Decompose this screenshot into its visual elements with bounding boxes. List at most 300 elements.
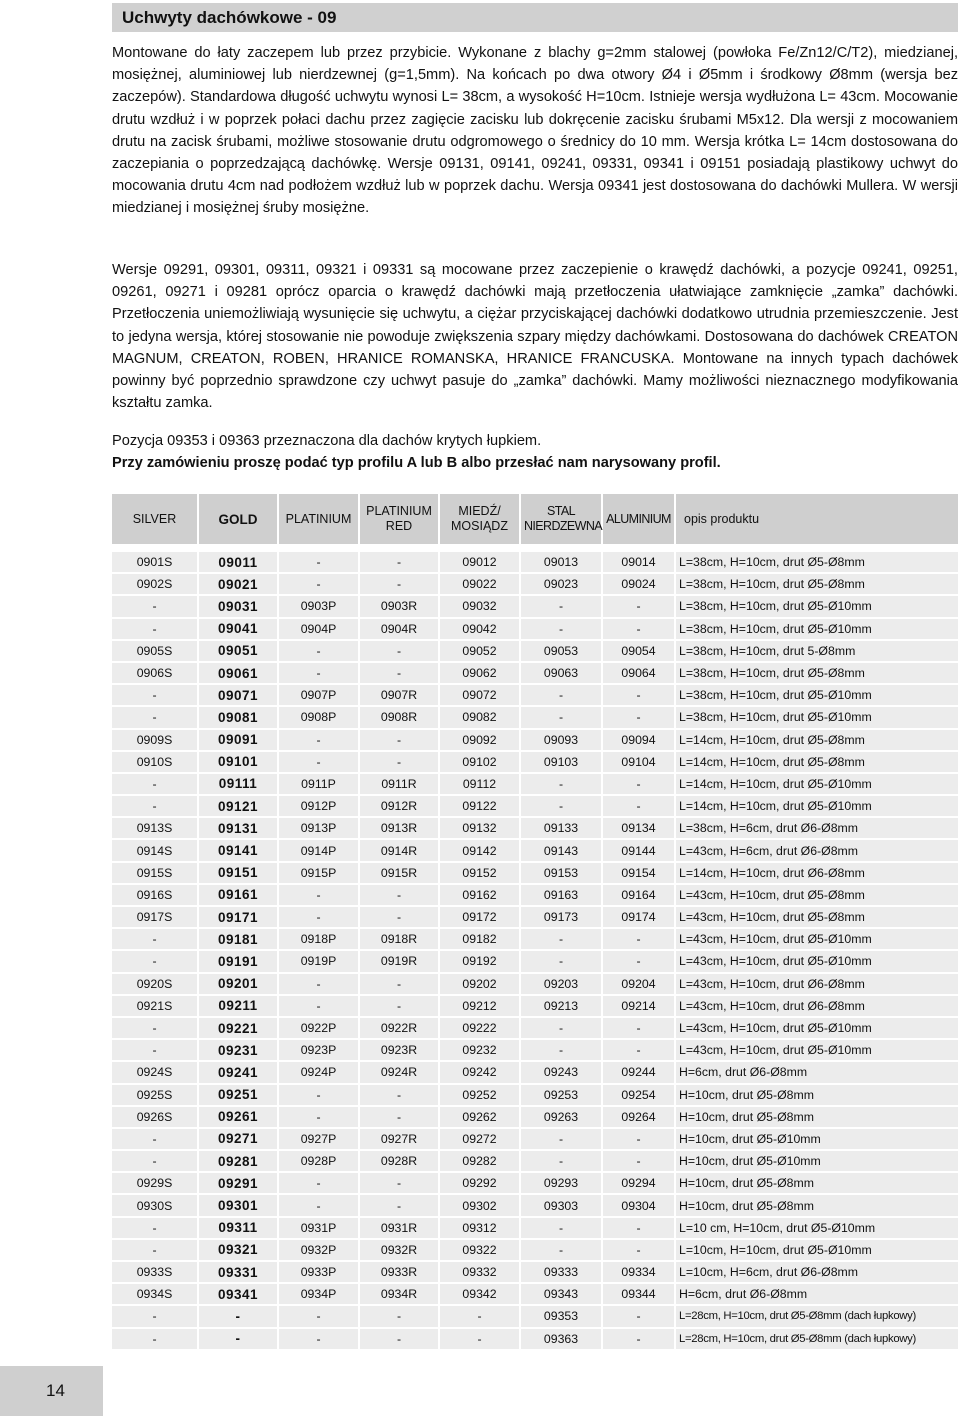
cell-opis: L=43cm, H=10cm, drut Ø5-Ø8mm xyxy=(675,906,958,928)
cell-platinium: - xyxy=(278,1328,359,1350)
cell-stal: - xyxy=(520,1217,602,1239)
cell-stal: 09243 xyxy=(520,1061,602,1083)
cell-silver: 0902S xyxy=(112,573,198,595)
cell-opis: L=43cm, H=10cm, drut Ø5-Ø8mm xyxy=(675,884,958,906)
cell-aluminium: - xyxy=(602,618,675,640)
table-body xyxy=(112,544,958,1350)
cell-silver: 0934S xyxy=(112,1283,198,1305)
cell-silver: 0901S xyxy=(112,552,198,573)
cell-opis: L=43cm, H=6cm, drut Ø6-Ø8mm xyxy=(675,839,958,861)
cell-opis: L=14cm, H=10cm, drut Ø5-Ø10mm xyxy=(675,795,958,817)
table-row xyxy=(112,1084,958,1106)
table-row xyxy=(112,1328,958,1350)
table-row xyxy=(112,1150,958,1172)
cell-opis: H=10cm, drut Ø5-Ø10mm xyxy=(675,1128,958,1150)
cell-silver: 0925S xyxy=(112,1084,198,1106)
cell-platinium: 0913P xyxy=(278,817,359,839)
cell-platinium-red: - xyxy=(359,1084,439,1106)
cell-stal: 09023 xyxy=(520,573,602,595)
cell-opis: L=28cm, H=10cm, drut Ø5-Ø8mm (dach łupkowy) xyxy=(675,1305,958,1327)
table-row xyxy=(112,773,958,795)
cell-stal: 09153 xyxy=(520,862,602,884)
table-row xyxy=(112,1039,958,1061)
header-stal: STAL NIERDZEWNA xyxy=(520,494,602,544)
cell-silver: - xyxy=(112,684,198,706)
cell-opis: L=43cm, H=10cm, drut Ø5-Ø10mm xyxy=(675,1017,958,1039)
cell-gold: 09121 xyxy=(198,795,278,817)
cell-opis: H=10cm, drut Ø5-Ø8mm xyxy=(675,1106,958,1128)
section-title: Uchwyty dachówkowe - 09 xyxy=(122,8,337,27)
cell-stal: 09293 xyxy=(520,1172,602,1194)
cell-miedz: 09252 xyxy=(439,1084,520,1106)
cell-aluminium: 09054 xyxy=(602,640,675,662)
cell-aluminium: 09164 xyxy=(602,884,675,906)
cell-miedz: 09292 xyxy=(439,1172,520,1194)
cell-platinium-red: - xyxy=(359,751,439,773)
cell-platinium-red: - xyxy=(359,884,439,906)
cell-aluminium: 09254 xyxy=(602,1084,675,1106)
cell-platinium: 0904P xyxy=(278,618,359,640)
cell-platinium-red: - xyxy=(359,552,439,573)
cell-platinium: 0924P xyxy=(278,1061,359,1083)
cell-silver: - xyxy=(112,1150,198,1172)
cell-platinium: - xyxy=(278,884,359,906)
cell-opis: L=28cm, H=10cm, drut Ø5-Ø8mm (dach łupkowy) xyxy=(675,1328,958,1350)
cell-stal: 09103 xyxy=(520,751,602,773)
cell-platinium: 0922P xyxy=(278,1017,359,1039)
header-gold: GOLD xyxy=(198,494,278,544)
cell-miedz: 09242 xyxy=(439,1061,520,1083)
cell-stal: 09173 xyxy=(520,906,602,928)
table-row xyxy=(112,1017,958,1039)
cell-platinium: 0912P xyxy=(278,795,359,817)
cell-aluminium: 09064 xyxy=(602,662,675,684)
cell-gold: 09031 xyxy=(198,595,278,617)
cell-silver: - xyxy=(112,595,198,617)
slate-roof-note: Pozycja 09353 i 09363 przeznaczona dla dachów krytych łupkiem. xyxy=(112,433,542,449)
cell-silver: 0933S xyxy=(112,1261,198,1283)
cell-miedz: - xyxy=(439,1305,520,1327)
cell-miedz: 09082 xyxy=(439,706,520,728)
header-platinium: PLATINIUM xyxy=(278,494,359,544)
cell-gold: 09331 xyxy=(198,1261,278,1283)
cell-miedz: 09152 xyxy=(439,862,520,884)
cell-aluminium: - xyxy=(602,595,675,617)
cell-aluminium: 09154 xyxy=(602,862,675,884)
cell-silver: - xyxy=(112,1217,198,1239)
cell-miedz: 09162 xyxy=(439,884,520,906)
header-silver: SILVER xyxy=(112,494,198,544)
table-row xyxy=(112,906,958,928)
header-miedz: MIEDŹ/ MOSIĄDZ xyxy=(439,494,520,544)
cell-stal: 09213 xyxy=(520,995,602,1017)
cell-stal: 09013 xyxy=(520,552,602,573)
cell-aluminium: - xyxy=(602,795,675,817)
cell-platinium: 0907P xyxy=(278,684,359,706)
cell-silver: 0916S xyxy=(112,884,198,906)
cell-opis: L=10 cm, H=10cm, drut Ø5-Ø10mm xyxy=(675,1217,958,1239)
cell-platinium-red: - xyxy=(359,995,439,1017)
cell-platinium: - xyxy=(278,640,359,662)
table-row xyxy=(112,1106,958,1128)
table-row xyxy=(112,662,958,684)
table-row xyxy=(112,1217,958,1239)
cell-opis: H=6cm, drut Ø6-Ø8mm xyxy=(675,1061,958,1083)
cell-stal: 09163 xyxy=(520,884,602,906)
table-row xyxy=(112,751,958,773)
page-number-box xyxy=(0,1366,103,1416)
cell-platinium-red: - xyxy=(359,1194,439,1216)
cell-aluminium: 09304 xyxy=(602,1194,675,1216)
table-row xyxy=(112,973,958,995)
order-note: Przy zamówieniu proszę podać typ profilu A lub B albo przesłać nam narysowany profil. xyxy=(112,455,721,471)
cell-miedz: - xyxy=(439,1328,520,1350)
table-row xyxy=(112,995,958,1017)
cell-miedz: 09092 xyxy=(439,729,520,751)
header-aluminium: ALUMINIUM xyxy=(602,494,675,544)
cell-platinium-red: - xyxy=(359,640,439,662)
table-header-row xyxy=(112,494,958,544)
cell-platinium-red: 0933R xyxy=(359,1261,439,1283)
table-row xyxy=(112,706,958,728)
cell-aluminium: 09344 xyxy=(602,1283,675,1305)
cell-gold: 09251 xyxy=(198,1084,278,1106)
cell-opis: H=10cm, drut Ø5-Ø8mm xyxy=(675,1084,958,1106)
cell-miedz: 09202 xyxy=(439,973,520,995)
cell-platinium: - xyxy=(278,973,359,995)
cell-silver: 0921S xyxy=(112,995,198,1017)
cell-miedz: 09052 xyxy=(439,640,520,662)
cell-platinium-red: 0934R xyxy=(359,1283,439,1305)
cell-platinium: - xyxy=(278,1305,359,1327)
cell-gold: 09341 xyxy=(198,1283,278,1305)
cell-platinium: - xyxy=(278,1172,359,1194)
table-row xyxy=(112,817,958,839)
cell-aluminium: - xyxy=(602,1239,675,1261)
cell-platinium: 0903P xyxy=(278,595,359,617)
cell-stal: - xyxy=(520,773,602,795)
cell-opis: L=10cm, H=10cm, drut Ø5-Ø10mm xyxy=(675,1239,958,1261)
cell-stal: 09063 xyxy=(520,662,602,684)
page-number: 14 xyxy=(46,1381,65,1400)
cell-miedz: 09342 xyxy=(439,1283,520,1305)
cell-opis: L=43cm, H=10cm, drut Ø6-Ø8mm xyxy=(675,973,958,995)
table-row xyxy=(112,1194,958,1216)
cell-gold: 09101 xyxy=(198,751,278,773)
cell-silver: 0926S xyxy=(112,1106,198,1128)
cell-gold: 09211 xyxy=(198,995,278,1017)
cell-stal: 09093 xyxy=(520,729,602,751)
cell-platinium-red: 0922R xyxy=(359,1017,439,1039)
cell-opis: L=38cm, H=10cm, drut Ø5-Ø10mm xyxy=(675,684,958,706)
cell-gold: 09111 xyxy=(198,773,278,795)
cell-miedz: 09172 xyxy=(439,906,520,928)
cell-aluminium: - xyxy=(602,1039,675,1061)
cell-miedz: 09072 xyxy=(439,684,520,706)
table-row xyxy=(112,1261,958,1283)
cell-aluminium: - xyxy=(602,684,675,706)
cell-gold: 09231 xyxy=(198,1039,278,1061)
cell-stal: 09253 xyxy=(520,1084,602,1106)
cell-gold: 09061 xyxy=(198,662,278,684)
cell-platinium-red: 0924R xyxy=(359,1061,439,1083)
cell-gold: - xyxy=(198,1328,278,1350)
cell-opis: L=14cm, H=10cm, drut Ø5-Ø10mm xyxy=(675,773,958,795)
cell-gold: 09311 xyxy=(198,1217,278,1239)
cell-aluminium: - xyxy=(602,1305,675,1327)
cell-gold: 09181 xyxy=(198,928,278,950)
cell-gold: 09291 xyxy=(198,1172,278,1194)
cell-silver: 0930S xyxy=(112,1194,198,1216)
cell-miedz: 09062 xyxy=(439,662,520,684)
cell-silver: - xyxy=(112,950,198,972)
cell-silver: 0924S xyxy=(112,1061,198,1083)
cell-platinium: - xyxy=(278,1084,359,1106)
cell-platinium-red: 0915R xyxy=(359,862,439,884)
cell-miedz: 09182 xyxy=(439,928,520,950)
cell-platinium: - xyxy=(278,573,359,595)
cell-gold: 09201 xyxy=(198,973,278,995)
table-row xyxy=(112,618,958,640)
cell-platinium-red: 0911R xyxy=(359,773,439,795)
cell-stal: 09263 xyxy=(520,1106,602,1128)
table-row xyxy=(112,862,958,884)
cell-miedz: 09262 xyxy=(439,1106,520,1128)
table-row xyxy=(112,1172,958,1194)
cell-platinium-red: 0931R xyxy=(359,1217,439,1239)
cell-stal: - xyxy=(520,595,602,617)
cell-platinium-red: - xyxy=(359,573,439,595)
cell-silver: 0917S xyxy=(112,906,198,928)
cell-platinium-red: 0904R xyxy=(359,618,439,640)
cell-aluminium: 09024 xyxy=(602,573,675,595)
cell-stal: 09333 xyxy=(520,1261,602,1283)
cell-miedz: 09212 xyxy=(439,995,520,1017)
description-paragraph-2: Wersje 09291, 09301, 09311, 09321 i 09331 są mocowane przez zaczepienie o krawędź dachówki, a pozycje 09241, 09251, 09261, 09271 i 09281 oprócz oparcia o krawędź dachówki mają przetłoczenia ułatwiające zamknięcie „zamka” dachówki. Przetłoczenia uniemożliwiają wysunięcie się uchwytu, a ciężar przyciskającej dachówki dodatkowo utrudnia przemieszczenie. Jest to jedyna wersja, której stosowanie nie powoduje zwiększenia szpary między dachówkami. Dostosowana do dachówek CREATON MAGNUM, CREATON, ROBEN, HRANICE ROMANSKA, HRANICE FRANCUSKA. Montowane na innych typach dachówek powinny być poprzednio sprawdzone czy uchwyt pasuje do „zamka” dachówki. Mamy możliwości nieznacznego modyfikowania kształtu zamka. xyxy=(112,262,958,412)
cell-stal: 09303 xyxy=(520,1194,602,1216)
cell-silver: - xyxy=(112,1017,198,1039)
cell-stal: 09343 xyxy=(520,1283,602,1305)
cell-platinium-red: 0913R xyxy=(359,817,439,839)
cell-stal: 09363 xyxy=(520,1328,602,1350)
cell-aluminium: 09334 xyxy=(602,1261,675,1283)
table-row xyxy=(112,573,958,595)
cell-miedz: 09012 xyxy=(439,552,520,573)
cell-miedz: 09272 xyxy=(439,1128,520,1150)
cell-miedz: 09312 xyxy=(439,1217,520,1239)
header-opis: opis produktu xyxy=(675,494,958,544)
cell-miedz: 09282 xyxy=(439,1150,520,1172)
header-platinium-red: PLATINIUM RED xyxy=(359,494,439,544)
cell-opis: L=10cm, H=6cm, drut Ø6-Ø8mm xyxy=(675,1261,958,1283)
cell-aluminium: 09104 xyxy=(602,751,675,773)
cell-miedz: 09042 xyxy=(439,618,520,640)
cell-stal: - xyxy=(520,618,602,640)
cell-opis: L=14cm, H=10cm, drut Ø5-Ø8mm xyxy=(675,751,958,773)
cell-opis: L=14cm, H=10cm, drut Ø5-Ø8mm xyxy=(675,729,958,751)
cell-opis: H=10cm, drut Ø5-Ø8mm xyxy=(675,1194,958,1216)
cell-silver: - xyxy=(112,1239,198,1261)
cell-opis: H=10cm, drut Ø5-Ø8mm xyxy=(675,1172,958,1194)
cell-platinium: - xyxy=(278,906,359,928)
section-title-bar xyxy=(112,3,958,32)
cell-platinium: 0911P xyxy=(278,773,359,795)
cell-platinium-red: - xyxy=(359,729,439,751)
cell-platinium: - xyxy=(278,1106,359,1128)
cell-aluminium: 09214 xyxy=(602,995,675,1017)
table-row xyxy=(112,1305,958,1327)
cell-gold: 09171 xyxy=(198,906,278,928)
cell-miedz: 09192 xyxy=(439,950,520,972)
cell-silver: - xyxy=(112,618,198,640)
cell-miedz: 09332 xyxy=(439,1261,520,1283)
cell-gold: 09151 xyxy=(198,862,278,884)
cell-gold: 09081 xyxy=(198,706,278,728)
cell-platinium: 0914P xyxy=(278,839,359,861)
cell-gold: 09281 xyxy=(198,1150,278,1172)
cell-gold: 09271 xyxy=(198,1128,278,1150)
cell-stal: 09053 xyxy=(520,640,602,662)
cell-silver: - xyxy=(112,773,198,795)
cell-gold: 09051 xyxy=(198,640,278,662)
cell-platinium-red: 0914R xyxy=(359,839,439,861)
cell-opis: H=6cm, drut Ø6-Ø8mm xyxy=(675,1283,958,1305)
cell-aluminium: 09174 xyxy=(602,906,675,928)
cell-aluminium: - xyxy=(602,1328,675,1350)
cell-platinium-red: 0903R xyxy=(359,595,439,617)
table-row xyxy=(112,640,958,662)
cell-stal: - xyxy=(520,1039,602,1061)
table-row xyxy=(112,1128,958,1150)
cell-platinium: 0915P xyxy=(278,862,359,884)
cell-gold: 09021 xyxy=(198,573,278,595)
cell-platinium: 0918P xyxy=(278,928,359,950)
cell-aluminium: 09134 xyxy=(602,817,675,839)
cell-miedz: 09132 xyxy=(439,817,520,839)
cell-platinium: 0928P xyxy=(278,1150,359,1172)
cell-miedz: 09022 xyxy=(439,573,520,595)
cell-silver: - xyxy=(112,928,198,950)
cell-silver: 0910S xyxy=(112,751,198,773)
cell-opis: L=43cm, H=10cm, drut Ø5-Ø10mm xyxy=(675,928,958,950)
cell-miedz: 09322 xyxy=(439,1239,520,1261)
table-row xyxy=(112,884,958,906)
cell-platinium-red: - xyxy=(359,1172,439,1194)
table-row xyxy=(112,928,958,950)
product-table xyxy=(112,494,958,1351)
cell-platinium: 0933P xyxy=(278,1261,359,1283)
cell-gold: 09221 xyxy=(198,1017,278,1039)
cell-silver: - xyxy=(112,1039,198,1061)
cell-silver: 0929S xyxy=(112,1172,198,1194)
cell-miedz: 09222 xyxy=(439,1017,520,1039)
cell-platinium: 0923P xyxy=(278,1039,359,1061)
cell-gold: 09071 xyxy=(198,684,278,706)
cell-miedz: 09112 xyxy=(439,773,520,795)
table-row xyxy=(112,795,958,817)
table-row xyxy=(112,1061,958,1083)
cell-platinium-red: 0932R xyxy=(359,1239,439,1261)
cell-platinium: 0931P xyxy=(278,1217,359,1239)
cell-opis: L=38cm, H=10cm, drut Ø5-Ø10mm xyxy=(675,706,958,728)
cell-gold: 09141 xyxy=(198,839,278,861)
cell-aluminium: - xyxy=(602,928,675,950)
cell-silver: 0913S xyxy=(112,817,198,839)
cell-stal: 09203 xyxy=(520,973,602,995)
cell-stal: - xyxy=(520,1128,602,1150)
cell-opis: L=43cm, H=10cm, drut Ø5-Ø10mm xyxy=(675,1039,958,1061)
cell-silver: 0905S xyxy=(112,640,198,662)
cell-platinium-red: - xyxy=(359,662,439,684)
cell-platinium-red: 0928R xyxy=(359,1150,439,1172)
cell-gold: 09261 xyxy=(198,1106,278,1128)
cell-opis: L=38cm, H=10cm, drut Ø5-Ø10mm xyxy=(675,618,958,640)
cell-gold: 09131 xyxy=(198,817,278,839)
cell-platinium: - xyxy=(278,751,359,773)
cell-gold: 09241 xyxy=(198,1061,278,1083)
cell-silver: 0920S xyxy=(112,973,198,995)
cell-aluminium: - xyxy=(602,1128,675,1150)
cell-platinium-red: 0907R xyxy=(359,684,439,706)
cell-opis: L=43cm, H=10cm, drut Ø5-Ø10mm xyxy=(675,950,958,972)
cell-opis: L=38cm, H=10cm, drut 5-Ø8mm xyxy=(675,640,958,662)
table-row xyxy=(112,729,958,751)
cell-platinium: - xyxy=(278,729,359,751)
cell-aluminium: 09094 xyxy=(602,729,675,751)
cell-gold: 09301 xyxy=(198,1194,278,1216)
cell-stal: - xyxy=(520,1017,602,1039)
cell-platinium-red: 0919R xyxy=(359,950,439,972)
table-row xyxy=(112,1283,958,1305)
cell-platinium-red: 0912R xyxy=(359,795,439,817)
cell-platinium-red: 0927R xyxy=(359,1128,439,1150)
cell-aluminium: - xyxy=(602,1017,675,1039)
table-row xyxy=(112,684,958,706)
cell-gold: 09191 xyxy=(198,950,278,972)
cell-silver: 0914S xyxy=(112,839,198,861)
cell-silver: - xyxy=(112,795,198,817)
cell-silver: 0906S xyxy=(112,662,198,684)
table-row xyxy=(112,595,958,617)
cell-stal: - xyxy=(520,1239,602,1261)
cell-gold: 09091 xyxy=(198,729,278,751)
cell-gold: 09011 xyxy=(198,552,278,573)
cell-platinium-red: - xyxy=(359,1106,439,1128)
cell-silver: - xyxy=(112,706,198,728)
cell-aluminium: 09244 xyxy=(602,1061,675,1083)
cell-opis: L=38cm, H=10cm, drut Ø5-Ø8mm xyxy=(675,552,958,573)
cell-aluminium: - xyxy=(602,1217,675,1239)
cell-platinium: 0908P xyxy=(278,706,359,728)
cell-platinium: - xyxy=(278,995,359,1017)
table-row xyxy=(112,839,958,861)
table-row xyxy=(112,1239,958,1261)
cell-platinium-red: - xyxy=(359,906,439,928)
cell-platinium: - xyxy=(278,552,359,573)
cell-stal: 09133 xyxy=(520,817,602,839)
table-row xyxy=(112,552,958,573)
cell-opis: L=38cm, H=10cm, drut Ø5-Ø8mm xyxy=(675,662,958,684)
cell-aluminium: - xyxy=(602,773,675,795)
cell-platinium-red: - xyxy=(359,973,439,995)
cell-platinium-red: 0923R xyxy=(359,1039,439,1061)
cell-stal: 09353 xyxy=(520,1305,602,1327)
cell-miedz: 09302 xyxy=(439,1194,520,1216)
cell-gold: 09041 xyxy=(198,618,278,640)
cell-miedz: 09142 xyxy=(439,839,520,861)
cell-aluminium: 09014 xyxy=(602,552,675,573)
cell-opis: L=14cm, H=10cm, drut Ø6-Ø8mm xyxy=(675,862,958,884)
